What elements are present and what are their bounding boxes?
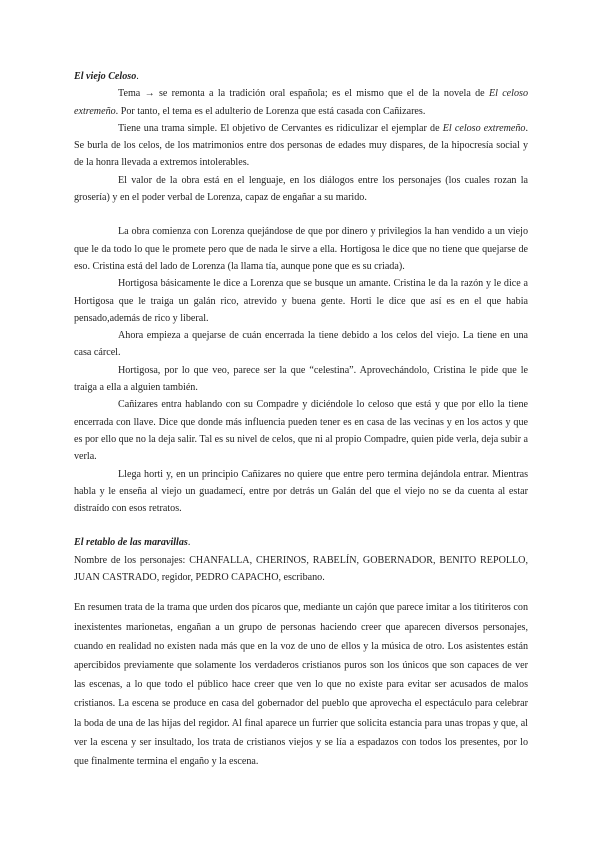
paragraph-resumen: En resumen trata de la trama que urden dos pícaros que, mediante un cajón que parece imitar a los titiriteros con inexistentes marionetas, engañan a un grupo de personas haciendo creer que aparecen diversos personajes, cuando en realidad no existen nada más que en la voz de uno de ellos y la música de otro. Los asistentes están apercibidos previamente que solamente los verdaderos cristianos puros son los únicos que son capaces de ver las escenas, a lo que todo el público hace creer que ven lo que no existe para evitar ser acusados de malos cristianos. La escena se produce en casa del gobernador del pueblo que aprovecha el espectáculo para celebrar la boda de una de las hijas del regidor. Al final aparece un furrier que solicita estancia para unas tropas y que, al ver la escena y ser insultado, los trata de cristianos viejos y se lía a espadazos con todos los presentes, por lo que finalmente termina el engaño y la escena.: [74, 602, 528, 767]
paragraph-trama: Tiene una trama simple. El objetivo de Cervantes es ridiculizar el ejemplar de El celoso extremeño. Se burla de los celos, de los matrimonios entre dos personas de edades muy dispares, de la hipocresía social y de la honra llevada a extremos intolerables.: [74, 122, 528, 169]
section-heading-el-viejo-celoso: El viejo Celoso.: [74, 71, 139, 82]
paragraph-tema: Tema → se remonta a la tradición oral española; es el mismo que el de la novela de El celoso extremeño. Por tanto, el tema es el adulterio de Lorenza que está casada con Cañizares.: [74, 88, 528, 117]
document-page: [74, 68, 528, 771]
paragraph-comienzo: La obra comienza con Lorenza quejándose de que por dinero y privilegios la han vendido a un viejo que le da todo lo que le promete pero que de nada le sirve a ella. Hortigosa le dice que no tiene que quejarse de eso. Cristina está del lado de Lorenza (la llama tía, aunque pone que es su criada).: [74, 226, 528, 272]
paragraph-canizares: Cañizares entra hablando con su Compadre y diciéndole lo celoso que está y que por ello la tiene encerrada con llave. Dice que donde más influencia pueden tener es en casa de las vecinas y en los actos y que es por ello que no la deja salir. Tal es su nivel de celos, que ni al propio Compadre, quien pide verla, deja subir a verla.: [74, 399, 528, 463]
paragraph-hortigosa: Hortigosa básicamente le dice a Lorenza que se busque un amante. Cristina le da la razón y le dice a Hortigosa que le traiga un galán rico, atrevido y buena gente. Horti le dice que así es en el que habia pensado,además de rico y liberal.: [74, 278, 528, 324]
section-title: El viejo Celoso: [74, 71, 137, 82]
paragraph-valor: El valor de la obra está en el lenguaje, en los diálogos entre los personajes (los cuales rozan la grosería) y en el poder verbal de Lorenza, capaz de engañar a su marido.: [74, 174, 528, 204]
section-title: El retablo de las maravillas: [74, 537, 188, 549]
paragraph-encerrada: Ahora empieza a quejarse de cuán encerrada la tiene debido a los celos del viejo. La tiene en una casa cárcel.: [74, 330, 528, 359]
section-heading-el-retablo: El retablo de las maravillas.: [74, 537, 191, 549]
paragraph-personajes: Nombre de los personajes: CHANFALLA, CHERINOS, RABELÍN, GOBERNADOR, BENITO REPOLLO, JUAN CASTRADO, regidor, PEDRO CAPACHO, escribano.: [74, 554, 528, 584]
paragraph-llega-horti: Llega horti y, en un principio Cañizares no quiere que entre pero termina dejándola entrar. Mientras habla y le enseña al viejo un guadamecí, entre por detrás un Galán del que el viejo no se da cuenta al estar distraído con esos retratos.: [74, 468, 528, 515]
paragraph-celestina: Hortigosa, por lo que veo, parece ser la que “celestina”. Aprovechándolo, Cristina le pide que le traiga a ella a alguien también.: [74, 364, 528, 394]
